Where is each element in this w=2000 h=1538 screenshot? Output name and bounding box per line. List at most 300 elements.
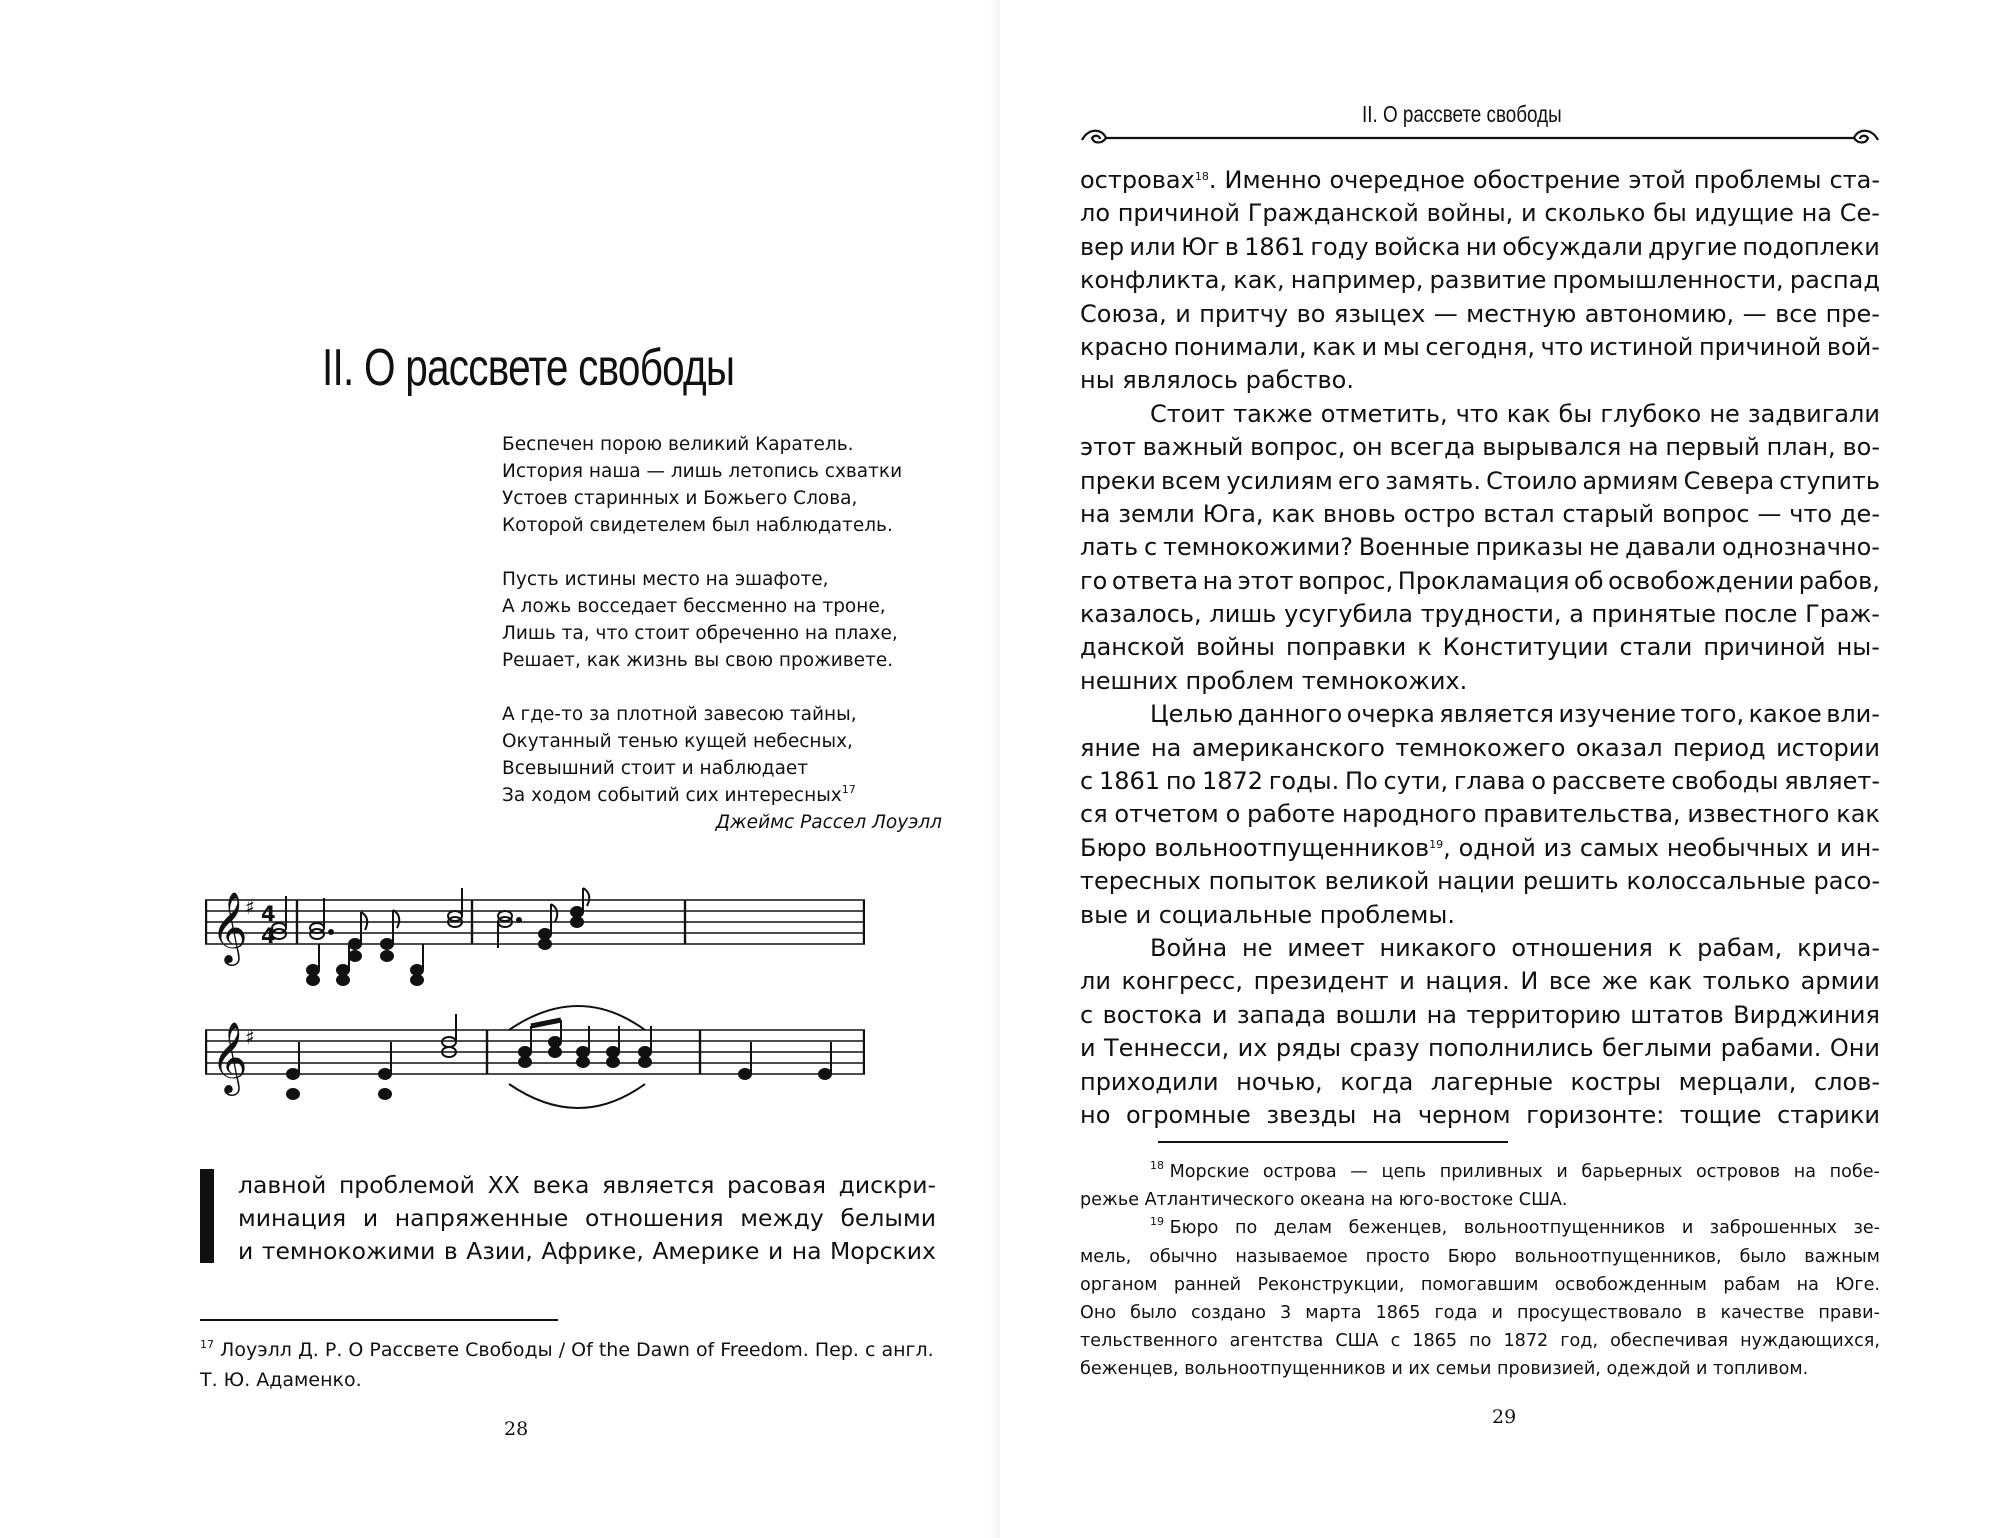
word: острова (1262, 1162, 1337, 1182)
word: но (1080, 1100, 1111, 1129)
word: освобождении (1608, 566, 1795, 595)
word: поправки (1285, 633, 1407, 662)
word: рабами. (1720, 1034, 1822, 1063)
word: ста- (1829, 166, 1880, 194)
word: годы. (1268, 767, 1340, 796)
footnote-line (1080, 1327, 1880, 1355)
word: обеспечивая (1610, 1331, 1729, 1352)
word: не (1242, 933, 1273, 962)
word: ся (1080, 800, 1108, 829)
word: притчу (1199, 299, 1289, 328)
word: Бюро вольноотпущенников$^{19}$, (1080, 833, 1451, 862)
word: на (1080, 499, 1111, 528)
word: — (1433, 299, 1458, 328)
word: отношения (585, 1204, 724, 1232)
word: усилиям (1226, 466, 1333, 495)
body-line (1080, 899, 1880, 932)
word: в (1696, 1302, 1707, 1323)
word: как (1836, 800, 1880, 829)
word: и (1491, 1302, 1503, 1323)
word: мель, (1080, 1246, 1132, 1267)
word: является (1439, 700, 1554, 729)
word: очерка (1346, 700, 1435, 729)
body-line (1080, 364, 1880, 397)
word: как (1506, 399, 1551, 428)
word: с (1080, 767, 1094, 796)
footnote-text-line: Т. Ю. Адаменко. (200, 1369, 362, 1391)
word: этот (1237, 566, 1294, 595)
word: ранней (1173, 1274, 1242, 1295)
word: побе- (1829, 1162, 1880, 1182)
word: звезды (1266, 1100, 1357, 1129)
footnote-number: 18 (1150, 1159, 1164, 1172)
word: по (1234, 1218, 1258, 1239)
word: ли (1080, 967, 1111, 996)
word: на (1801, 199, 1832, 228)
word: давали (1625, 533, 1717, 562)
body-line (1080, 798, 1880, 831)
word: же (1601, 967, 1638, 996)
time-signature-top: 4 (261, 902, 276, 926)
word: Военные (1358, 533, 1470, 562)
word: стали (1619, 633, 1693, 662)
time-signature-bottom: 4 (261, 924, 276, 948)
word: крича- (1797, 933, 1880, 962)
word: горизонте: (1526, 1100, 1665, 1129)
word: и (1399, 967, 1415, 996)
word: вопрос, (1297, 566, 1394, 595)
word: $^{18}$ Морские (1150, 1159, 1250, 1182)
word: черном (1417, 1100, 1511, 1129)
footnote-line (1080, 1299, 1880, 1327)
body-line (1080, 665, 1880, 698)
word: нуждающихся, (1740, 1331, 1880, 1352)
word: армиям (1582, 466, 1679, 495)
word: было (1739, 1246, 1787, 1267)
word: яние (1080, 733, 1141, 762)
word: с (1143, 533, 1158, 562)
line-text: вые и социальные проблемы. (1080, 900, 1455, 929)
body-line (1080, 431, 1880, 464)
line-text: ны являлось рабство. (1080, 366, 1354, 395)
word: — (1350, 1162, 1368, 1182)
word: идущие (1694, 199, 1794, 228)
body-line (1080, 631, 1880, 664)
word: и (238, 1237, 254, 1265)
epigraph-line: А где-то за плотной завесою тайны, (502, 704, 857, 725)
epigraph-stanza (502, 566, 942, 674)
word: о (1225, 800, 1241, 829)
running-header: II. О рассвете свободы (1362, 101, 1562, 127)
word: всем (1160, 466, 1222, 495)
word: правительства, (1483, 800, 1681, 829)
word: на (1426, 1000, 1457, 1029)
word: года (1434, 1302, 1478, 1323)
epigraph-stanza (502, 701, 942, 836)
word: лать (1080, 533, 1139, 562)
word: Конституции (1442, 633, 1609, 662)
word: на (1371, 1100, 1403, 1129)
word: никакого (1379, 933, 1497, 962)
word: де- (1839, 499, 1880, 528)
word: тельственного (1080, 1331, 1218, 1352)
word: вопрос, (1250, 433, 1346, 462)
body-line (1080, 164, 1880, 197)
epigraph-line (502, 782, 942, 809)
word: просто (1365, 1246, 1430, 1267)
word: не (1588, 533, 1620, 562)
word: решить (1522, 867, 1619, 896)
word: ин- (1839, 833, 1880, 862)
word: остро (1403, 499, 1476, 528)
word: ны- (1836, 633, 1880, 662)
word: лагерные (1430, 1067, 1553, 1096)
word: ряды (1275, 1034, 1342, 1063)
word: и (1521, 199, 1537, 228)
word: островах$^{18}$. (1080, 166, 1217, 194)
word: работе (1247, 800, 1336, 829)
word: что (1455, 399, 1499, 428)
footnote-text: Лоуэлл Д. Р. О Рассвете Свободы / Of the Dawn of Freedom. Пер. с англ. (220, 1339, 934, 1361)
word: го (1080, 566, 1108, 595)
word: приходили (1080, 1067, 1219, 1096)
footnotes (1080, 1158, 1880, 1384)
lead-line (238, 1202, 936, 1235)
word: Стоит (1150, 399, 1225, 428)
word: рабам (1723, 1274, 1781, 1295)
word: востока (1102, 1000, 1203, 1029)
word: вер (1080, 232, 1125, 261)
word: необычных (1666, 833, 1809, 862)
word: по (1165, 767, 1197, 796)
line-text: режье Атлантического океана на юго-востоке США. (1080, 1190, 1568, 1211)
word: глубоко (1600, 399, 1702, 428)
word: 1865 (1375, 1302, 1421, 1323)
word: великой (1324, 867, 1430, 896)
word: и (1211, 1000, 1228, 1029)
word: все (1775, 299, 1818, 328)
word: этот (1080, 433, 1136, 462)
word: Юге. (1835, 1274, 1880, 1295)
word: старики (1777, 1100, 1880, 1129)
word: XX (487, 1171, 520, 1199)
word: только (1702, 967, 1791, 996)
word: войны, (1426, 199, 1514, 228)
word: колоссальные (1626, 867, 1806, 896)
word: на (791, 1237, 822, 1265)
word: вой- (1826, 332, 1880, 361)
treble-clef-icon: 𝄞 (211, 890, 248, 963)
word: тощие (1679, 1100, 1762, 1129)
word: вырывался (1482, 433, 1622, 462)
word: в (1224, 232, 1239, 261)
word: Морских (830, 1237, 936, 1265)
lead-line (238, 1235, 936, 1268)
word: трудности, (1420, 600, 1562, 629)
word: вновь (1322, 499, 1396, 528)
word: преки (1080, 466, 1156, 495)
word: 1861 (1098, 767, 1161, 796)
footnote-line (1080, 1243, 1880, 1271)
word: войны (1195, 633, 1276, 662)
word: помогавшим (1420, 1274, 1539, 1295)
footnote-separator (1158, 1141, 1508, 1143)
word: американского (1191, 733, 1385, 762)
word: того, (1680, 700, 1745, 729)
word: этой (1628, 166, 1686, 194)
word: заброшенных (1709, 1218, 1837, 1239)
word: также (1233, 399, 1313, 428)
word: Севера (1683, 466, 1775, 495)
word: цепь (1381, 1162, 1427, 1182)
page-number: 29 (1492, 1406, 1517, 1428)
word: Именно (1224, 166, 1322, 194)
word: имеет (1287, 933, 1365, 962)
footnote-ref[interactable]: 17 (841, 783, 856, 796)
epigraph-line: Всевышний стоит и наблюдает (502, 758, 809, 779)
word: всегда (1389, 433, 1476, 462)
epigraph-line: Окутанный тенью кущей небесных, (502, 731, 853, 752)
lead-paragraph (200, 1169, 936, 1268)
word: Азии, (466, 1237, 533, 1265)
word: земли (1118, 499, 1195, 528)
word: Гражданской (1247, 199, 1419, 228)
word: островах (1080, 166, 1195, 194)
word: отношения (1511, 933, 1653, 962)
word: бы (1558, 399, 1593, 428)
body-line (1080, 498, 1880, 531)
word: он (1352, 433, 1383, 462)
footnote-line (1080, 1186, 1880, 1214)
footnote-text-line (200, 1335, 940, 1365)
word: их (1237, 1034, 1268, 1063)
word: народного (1341, 800, 1477, 829)
word: ночью, (1236, 1067, 1323, 1096)
word: и (1816, 833, 1833, 862)
body-line (1080, 932, 1880, 965)
word: языцех (1333, 299, 1426, 328)
epigraph-line: Устоев старинных и Божьего Слова, (502, 488, 858, 509)
word: дискри- (838, 1171, 936, 1199)
lead-line (238, 1169, 936, 1202)
word: об (1574, 566, 1604, 595)
word: ответа (1111, 566, 1199, 595)
word: Бюро (1447, 1246, 1497, 1267)
word: Оно (1080, 1302, 1117, 1323)
word: органом (1080, 1274, 1158, 1295)
word: Они (1829, 1034, 1880, 1063)
word: Юга, (1202, 499, 1264, 528)
word: тересных (1080, 867, 1201, 896)
body-line (1080, 465, 1880, 498)
word: причиной (1117, 199, 1241, 228)
body-text (1080, 164, 1880, 1132)
word: а (1569, 600, 1584, 629)
word: — (1757, 499, 1782, 528)
word: Се- (1839, 199, 1880, 228)
word: Граж- (1805, 600, 1880, 629)
word: 1872 (1503, 1331, 1549, 1352)
body-line (1080, 965, 1880, 998)
word: вольноотпущенников (1463, 1218, 1666, 1239)
line-text: нешних проблем темнокожих. (1080, 666, 1468, 695)
word: и (362, 1204, 379, 1232)
word: например, (1290, 266, 1424, 295)
word: президент (1253, 967, 1389, 996)
word: 1865 (1412, 1331, 1458, 1352)
word: что (1540, 332, 1584, 361)
footnote-ref[interactable]: 19 (1429, 837, 1444, 851)
word: как (1312, 332, 1356, 361)
footnote-number: 17 (200, 1338, 214, 1351)
word: Союза, (1080, 299, 1167, 328)
word: напряженные (394, 1204, 569, 1232)
word: году (1310, 232, 1369, 261)
word: на (1796, 1274, 1819, 1295)
word: на (1793, 1162, 1816, 1182)
word: о (1531, 767, 1546, 796)
word: подоплеки (1742, 232, 1880, 261)
word: Реконструкции, (1257, 1274, 1405, 1295)
word: пре- (1825, 299, 1880, 328)
word: беженцев, (1348, 1218, 1448, 1239)
word: как (1648, 967, 1693, 996)
word: приливных (1439, 1162, 1543, 1182)
word: обычно (1149, 1246, 1218, 1267)
word: темнокожими? (1162, 533, 1354, 562)
drop-cap (200, 1169, 214, 1263)
word: создано (1190, 1302, 1266, 1323)
body-line (1080, 565, 1880, 598)
word: данской (1080, 633, 1185, 662)
word: и (1080, 1034, 1096, 1063)
word: красно (1080, 332, 1169, 361)
word: между (740, 1204, 824, 1232)
word: вли- (1826, 700, 1880, 729)
word: другие (1648, 232, 1738, 261)
epigraph-line: Беспечен порою великий Каратель. (502, 434, 854, 455)
svg-text:♯: ♯ (245, 1025, 255, 1049)
word: во- (1842, 433, 1880, 462)
word: минация (238, 1204, 347, 1232)
word: штатов (1630, 1000, 1724, 1029)
word: с (1080, 1000, 1094, 1029)
word: конгресс, (1121, 967, 1243, 996)
word: автономию, (1584, 299, 1735, 328)
word: обострение (1472, 166, 1621, 194)
footnote-ref[interactable]: 18 (1194, 170, 1209, 183)
word: просуществовало (1516, 1302, 1683, 1323)
word: века (532, 1171, 590, 1199)
word: свободы (1671, 767, 1779, 796)
word: конфликта, (1080, 266, 1228, 295)
epigraph-line: Решает, как жизнь вы свою проживете. (502, 650, 894, 671)
word: на (1202, 566, 1234, 595)
word: в (443, 1237, 458, 1265)
word: казалось, (1080, 600, 1202, 629)
word: оказал (1575, 733, 1663, 762)
line-text: беженцев, вольноотпущенников и их семьи провизией, одеждой и топливом. (1080, 1359, 1809, 1380)
word: важный (1142, 433, 1244, 462)
word: белыми (840, 1204, 936, 1232)
word: ло (1080, 199, 1111, 228)
epigraph-line-text: За ходом событий сих интересных (502, 785, 842, 806)
word: сегодня, (1425, 332, 1536, 361)
word: или (1129, 232, 1176, 261)
word: как (1271, 499, 1316, 528)
word: нации (1437, 867, 1516, 896)
word: и (1556, 1162, 1568, 1182)
body-line (1080, 197, 1880, 230)
word: во (1296, 299, 1326, 328)
word: когда (1340, 1067, 1414, 1096)
word: темнокожими (261, 1237, 436, 1265)
header-ornament-rule (1080, 124, 1880, 148)
word: истиной (1589, 332, 1694, 361)
word: ни (1465, 232, 1497, 261)
word: нация. (1425, 967, 1510, 996)
epigraph-line: История наша — лишь летопись схватки (502, 461, 903, 482)
body-line (1080, 231, 1880, 264)
body-line (1080, 398, 1880, 431)
word: беглыми (1602, 1034, 1713, 1063)
word: расовая (726, 1171, 826, 1199)
word: какое (1748, 700, 1822, 729)
treble-clef-icon: 𝄞 (211, 1020, 248, 1093)
word: войска (1373, 232, 1461, 261)
word: 1872 (1201, 767, 1264, 796)
body-line (1080, 264, 1880, 297)
word: сути, (1383, 767, 1449, 796)
word: делам (1273, 1218, 1333, 1239)
epigraph (502, 431, 942, 836)
word: И (1520, 967, 1539, 996)
footnote-line (1080, 1355, 1880, 1383)
body-line (1080, 832, 1880, 865)
word: прави- (1818, 1302, 1880, 1323)
word: вольноотпущенников, (1514, 1246, 1722, 1267)
word: по (1469, 1331, 1492, 1352)
word: как, (1233, 266, 1285, 295)
word: агентства (1229, 1331, 1324, 1352)
word: США (1335, 1331, 1379, 1352)
word: истории (1776, 733, 1880, 762)
footnote-line (1080, 1214, 1880, 1242)
word: понимали, (1173, 332, 1307, 361)
word: было (1130, 1302, 1177, 1323)
right-flourish-icon (1854, 131, 1878, 143)
word: причиной (1698, 332, 1822, 361)
body-line (1080, 698, 1880, 731)
word: распад (1789, 266, 1880, 295)
word: сразу (1349, 1034, 1420, 1063)
body-line (1080, 298, 1880, 331)
word: Вирджиния (1733, 1000, 1880, 1029)
footnote-number: 19 (1150, 1215, 1164, 1229)
word: освобожденным (1554, 1274, 1707, 1295)
body-line (1080, 1032, 1880, 1065)
word: лишь (1209, 600, 1277, 629)
body-line (1080, 1066, 1880, 1099)
word: армии (1800, 967, 1880, 996)
page-number: 28 (504, 1418, 529, 1440)
word: отметить, (1320, 399, 1448, 428)
word: Теннесси, (1104, 1034, 1230, 1063)
word: план, (1766, 433, 1836, 462)
body-line (1080, 999, 1880, 1032)
word: самых (1579, 833, 1659, 862)
body-line (1080, 531, 1880, 564)
